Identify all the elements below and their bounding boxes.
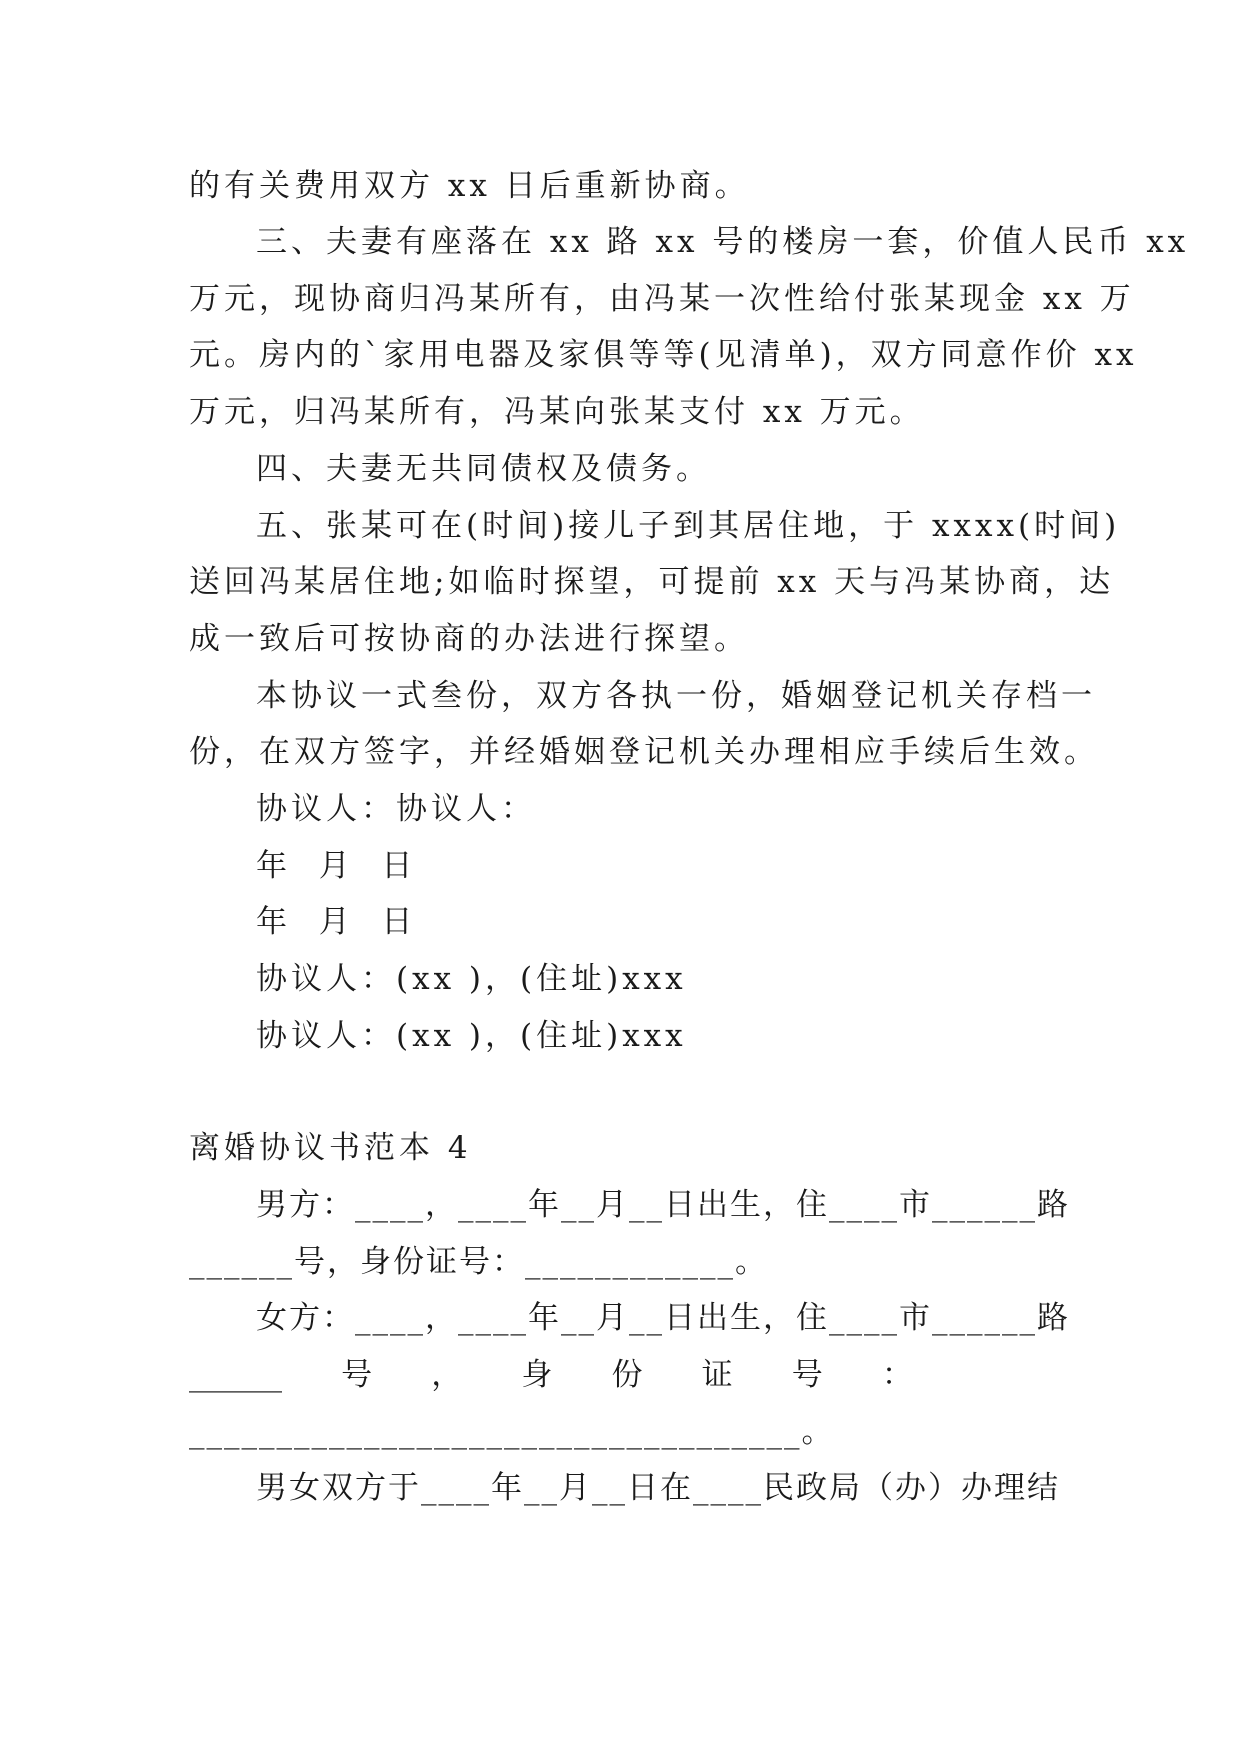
text-line: ______号，身份证号：____________。 [189,1244,768,1280]
date-line: 年 月 日 [256,904,417,940]
signatory-line: 协议人：(xx )，(住址)xxx [256,961,687,997]
text-line: 份，在双方签字，并经婚姻登记机关办理相应手续后生效。 [189,734,1099,770]
text-line: 成一致后可按协商的办法进行探望。 [189,621,749,657]
text-line: 女方：____，____年__月__日出生，住____市______路 [256,1300,1070,1336]
date-line: 年 月 日 [256,848,417,884]
text-line: ___________________________________。 [189,1414,835,1450]
text-line: 五、张某可在(时间)接儿子到其居住地，于 xxxx(时间) [256,508,1121,544]
text-line: 男女双方于____年__月__日在____民政局（办）办理结 [256,1470,1060,1506]
text-line: 男方：____，____年__月__日出生，住____市______路 [256,1187,1070,1223]
signatory-line: 协议人：(xx )，(住址)xxx [256,1018,687,1054]
text-line: 协议人：协议人： [256,791,536,827]
text-line: 送回冯某居住地;如临时探望，可提前 xx 天与冯某协商，达 [189,564,1115,600]
text-line: 万元，归冯某所有，冯某向张某支付 xx 万元。 [189,394,925,430]
text-line: ______ 号 ， 身 份 证 号 ： [189,1357,913,1393]
text-line: 元。房内的`家用电器及家俱等等(见清单)，双方同意作价 xx [189,337,1138,373]
text-line: 本协议一式叁份，双方各执一份，婚姻登记机关存档一 [256,678,1096,714]
text-line: 万元，现协商归冯某所有，由冯某一次性给付张某现金 xx 万 [189,281,1135,317]
text-line: 四、夫妻无共同债权及债务。 [256,451,711,487]
text-line: 的有关费用双方 xx 日后重新协商。 [189,168,750,204]
text-line: 三、夫妻有座落在 xx 路 xx 号的楼房一套，价值人民币 xx [256,224,1190,260]
section-title: 离婚协议书范本 4 [189,1130,472,1166]
